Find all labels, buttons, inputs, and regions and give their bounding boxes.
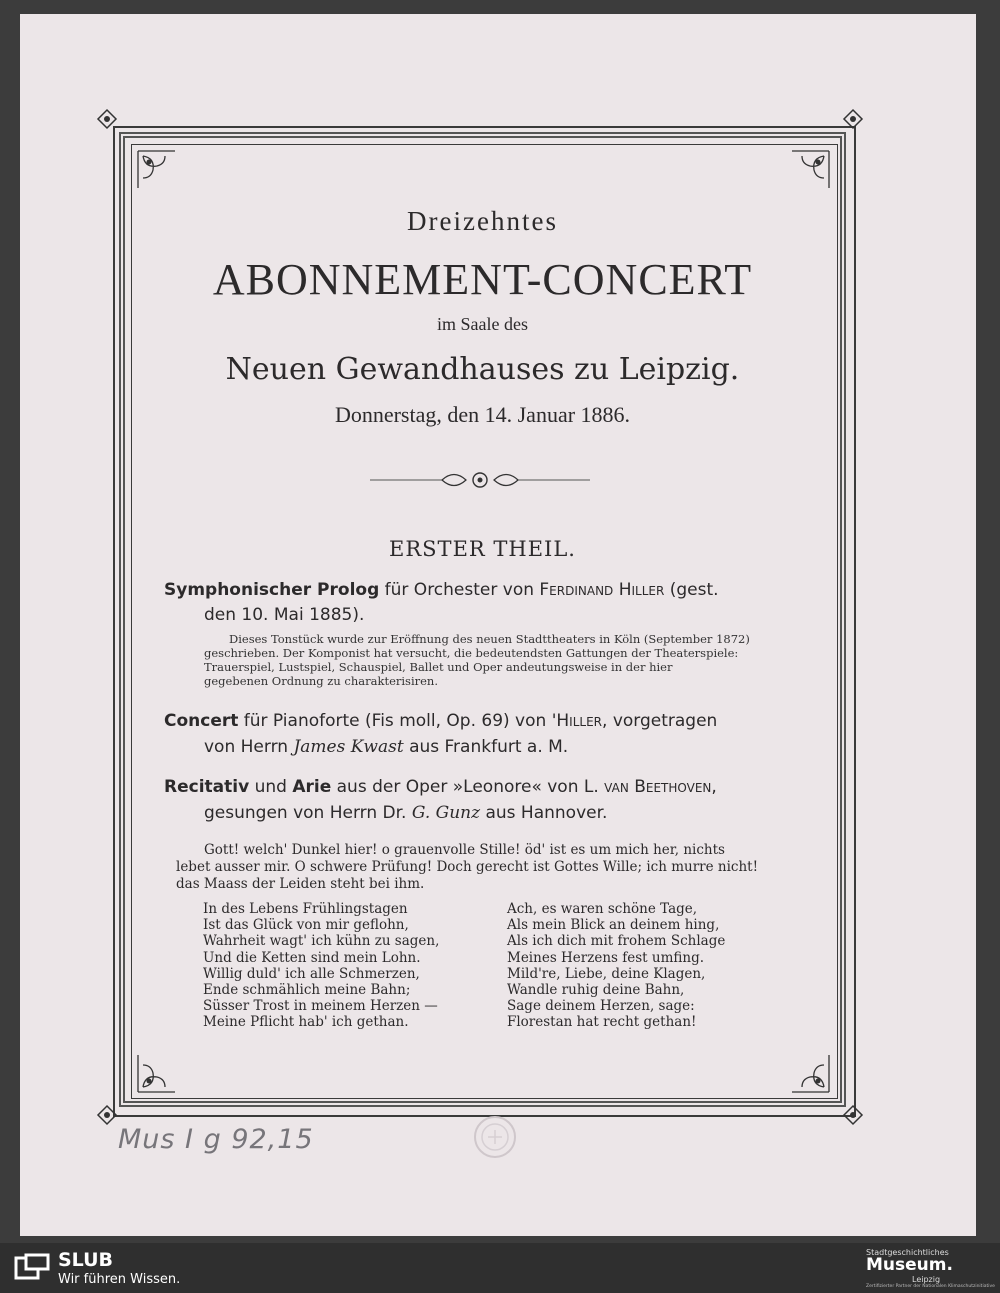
program-item-2-line2: von Herrn James Kwast aus Frankfurt a. M. <box>204 737 569 757</box>
item-1-title: Symphonischer Prolog <box>164 580 380 600</box>
library-name: SLUB <box>58 1249 114 1271</box>
recitative-line: lebet ausser mir. O schwere Prüfung! Doch gerecht ist Gottes Wille; ich murre nicht! <box>176 859 759 875</box>
museum-name: Museum. <box>866 1255 953 1275</box>
library-stamp-icon <box>472 1114 518 1160</box>
item-1-note-line: Dieses Tonstück wurde zur Eröffnung des neuen Stadttheaters in Köln (September 1872) <box>229 632 750 646</box>
frame-corner-ornament-icon <box>842 108 864 130</box>
verse-line: Und die Ketten sind mein Lohn. <box>203 949 421 966</box>
program-item-1-line2: den 10. Mai 1885). <box>204 605 365 625</box>
item-3-performer: G. Gunz <box>411 803 481 823</box>
handwritten-shelfmark: Mus I g 92,15 <box>118 1124 314 1155</box>
verse-line: Ist das Glück von mir geflohn, <box>203 917 409 934</box>
item-1-note-line: Trauerspiel, Lustspiel, Schauspiel, Ballet und Oper andeutungsweise in der hier <box>204 660 673 674</box>
item-1-note-line: geschrieben. Der Komponist hat versucht, die bedeutendsten Gattungen der Theaterspiele: <box>204 646 739 660</box>
concert-title: ABONNEMENT-CONCERT <box>212 255 753 304</box>
program-item-3-line2: gesungen von Herrn Dr. G. Gunz aus Hannover. <box>204 803 608 823</box>
recitative-line: das Maass der Leiden steht bei ihm. <box>176 876 425 892</box>
museum-city: Leipzig <box>912 1275 941 1284</box>
verse-line: Süsser Trost in meinem Herzen — <box>203 998 438 1015</box>
frame-corner-ornament-icon <box>96 108 118 130</box>
frame-corner-ornament-icon <box>842 1104 864 1126</box>
inner-corner-flourish-icon <box>786 1049 832 1095</box>
inner-corner-flourish-icon <box>786 148 832 194</box>
item-1-note-line: gegebenen Ordnung zu charakterisiren. <box>204 674 438 688</box>
verse-line: Florestan hat recht gethan! <box>507 1014 697 1031</box>
verse-line: Wandle ruhig deine Bahn, <box>507 982 685 999</box>
item-2-performer: James Kwast <box>293 737 404 757</box>
verse-line: Meines Herzens fest umfing. <box>507 949 705 966</box>
venue-name: Neuen Gewandhauses zu Leipzig. <box>225 352 740 387</box>
verse-line: Als ich dich mit frohem Schlage <box>507 933 726 950</box>
item-2-title: Concert <box>164 711 239 731</box>
verse-line: In des Lebens Frühlingstagen <box>203 901 408 917</box>
verse-line: Wahrheit wagt' ich kühn zu sagen, <box>203 933 440 950</box>
verse-line: Sage deinem Herzen, sage: <box>507 998 695 1015</box>
program-item-1-line1: Symphonischer Prolog für Orchester von Ferdinand Hiller (gest. <box>164 580 719 600</box>
verse-line: Als mein Blick an deinem hing, <box>507 917 720 934</box>
concert-date: Donnerstag, den 14. Januar 1886. <box>334 402 631 427</box>
aria-verse-right <box>507 901 725 1031</box>
aria-verse-left <box>203 901 439 1031</box>
program-item-3-line1: Recitativ und Arie aus der Oper »Leonore« von L. van Beethoven, <box>164 777 717 797</box>
venue-intro: im Saale des <box>437 314 528 334</box>
concert-number: Dreizehntes <box>407 206 558 236</box>
part-title: ERSTER THEIL. <box>389 537 576 561</box>
verse-line: Willig duld' ich alle Schmerzen, <box>203 965 420 982</box>
verse-line: Ende schmählich meine Bahn; <box>203 982 411 999</box>
slub-logo-icon <box>14 1253 50 1283</box>
verse-line: Mild're, Liebe, deine Klagen, <box>507 965 706 982</box>
item-3-composer: L. van Beethoven, <box>583 777 717 797</box>
item-3-title-b: Arie <box>292 777 332 797</box>
inner-corner-flourish-icon <box>135 1049 181 1095</box>
library-tagline: Wir führen Wissen. <box>58 1272 181 1287</box>
museum-label: Stadtgeschichtliches <box>866 1248 949 1257</box>
item-2-composer: 'Hiller, <box>551 711 608 731</box>
verse-line: Meine Pflicht hab' ich gethan. <box>203 1014 409 1031</box>
program-item-2-line1: Concert für Pianoforte (Fis moll, Op. 69) von 'Hiller, vorgetragen <box>164 711 718 731</box>
item-3-title-a: Recitativ <box>164 777 250 797</box>
item-1-composer: Ferdinand Hiller <box>539 580 665 600</box>
museum-certification: Zertifizierter Partner der Nationalen Klimaschutzinitiative <box>866 1284 995 1289</box>
inner-corner-flourish-icon <box>135 148 181 194</box>
frame-corner-ornament-icon <box>96 1104 118 1126</box>
verse-line: Ach, es waren schöne Tage, <box>507 901 698 917</box>
divider-ornament-icon <box>370 463 590 493</box>
recitative-line: Gott! welch' Dunkel hier! o grauenvolle Stille! öd' ist es um mich her, nichts <box>204 842 725 858</box>
